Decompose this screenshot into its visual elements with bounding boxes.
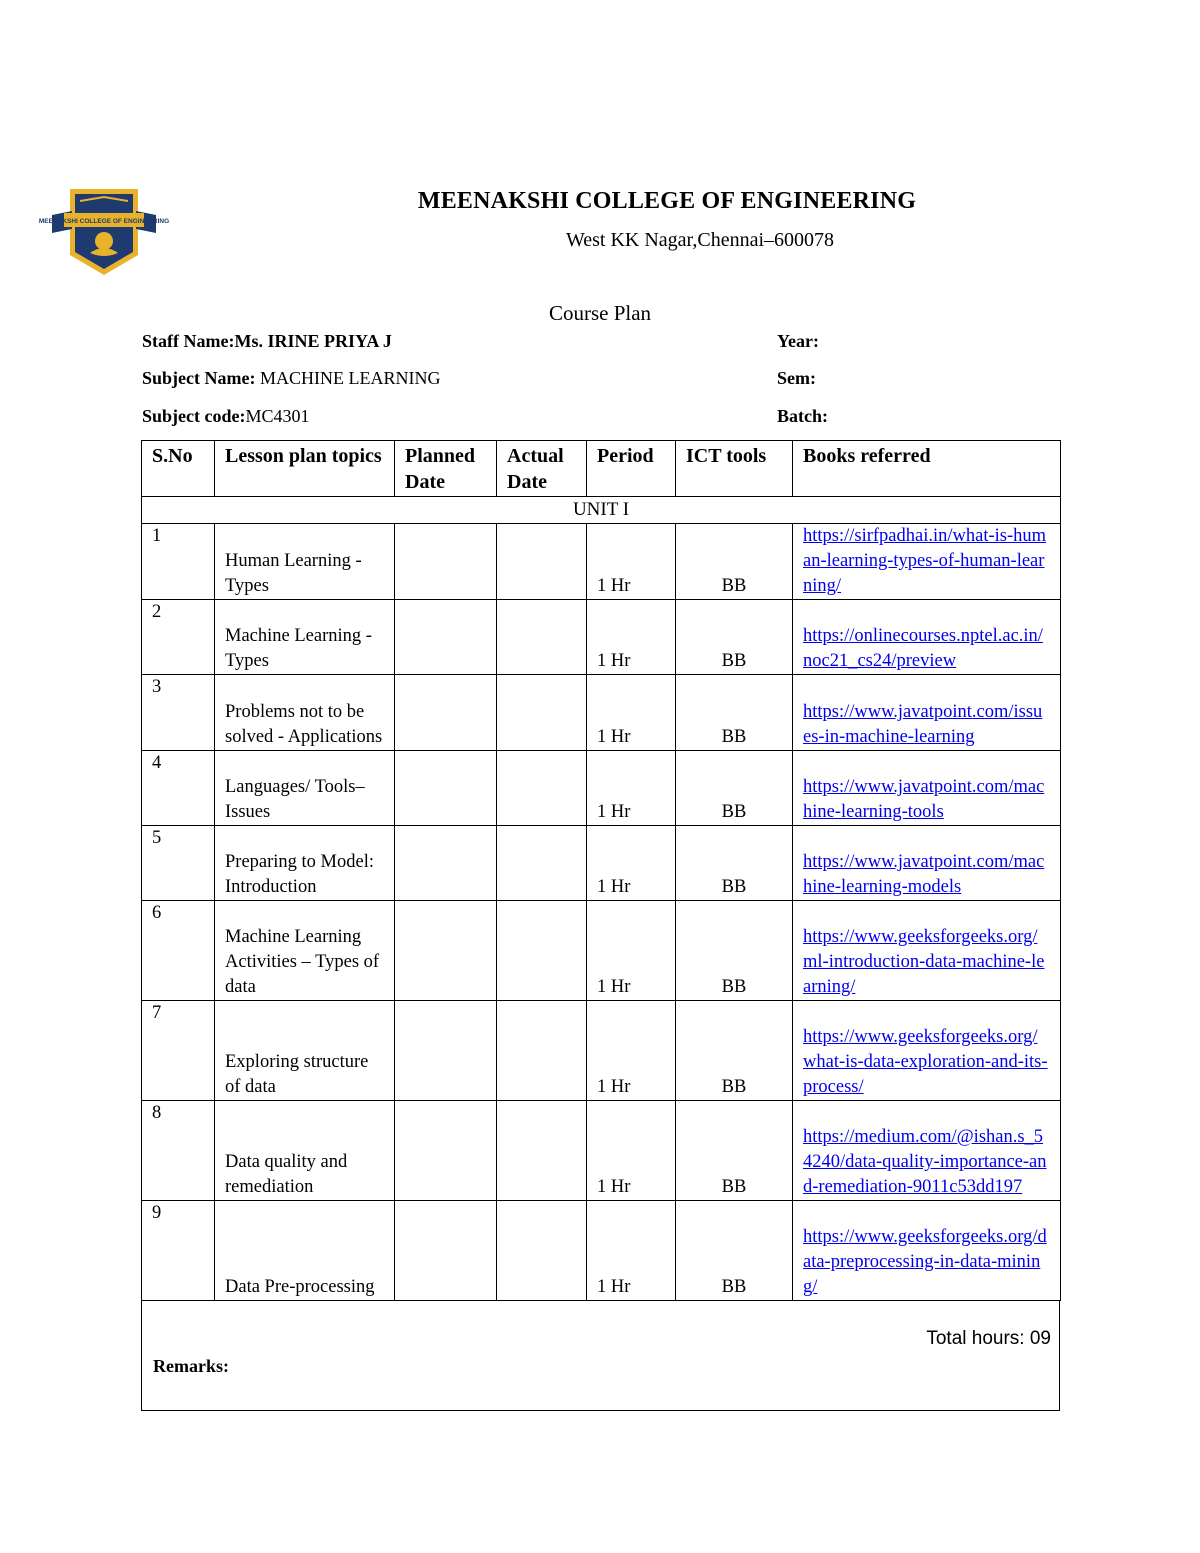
row-period: 1 Hr xyxy=(587,524,676,600)
row-planned-date xyxy=(395,600,497,675)
total-hours: Total hours: 09 xyxy=(926,1328,1051,1349)
row-sno: 4 xyxy=(142,751,215,826)
header-period: Period xyxy=(587,441,676,497)
row-period: 1 Hr xyxy=(587,901,676,1001)
row-topic: Data Pre-processing xyxy=(215,1201,395,1301)
staff-name-label: Staff Name: xyxy=(142,331,235,351)
subject-code-value: MC4301 xyxy=(245,406,310,426)
table-row xyxy=(142,675,1061,751)
row-actual-date xyxy=(497,1201,587,1301)
row-period: 1 Hr xyxy=(587,1101,676,1201)
row-actual-date xyxy=(497,1101,587,1201)
row-planned-date xyxy=(395,901,497,1001)
row-ict-tool: BB xyxy=(676,901,793,1001)
unit-label: UNIT I xyxy=(142,497,1061,524)
reference-link[interactable]: https://www.geeksforgeeks.org/ml-introduction-data-machine-learning/ xyxy=(803,927,1045,997)
subject-code-label: Subject code: xyxy=(142,406,246,426)
table-row xyxy=(142,826,1061,901)
row-sno: 3 xyxy=(142,675,215,751)
row-sno: 7 xyxy=(142,1001,215,1101)
header-sno: S.No xyxy=(142,441,215,497)
staff-name-line xyxy=(142,331,392,352)
row-actual-date xyxy=(497,600,587,675)
row-actual-date xyxy=(497,826,587,901)
row-ict-tool: BB xyxy=(676,675,793,751)
batch-label: Batch: xyxy=(777,406,828,426)
row-planned-date xyxy=(395,751,497,826)
row-actual-date xyxy=(497,1001,587,1101)
row-period: 1 Hr xyxy=(587,600,676,675)
table-row xyxy=(142,1001,1061,1101)
row-sno: 2 xyxy=(142,600,215,675)
reference-link[interactable]: https://www.geeksforgeeks.org/what-is-data-exploration-and-its-process/ xyxy=(803,1027,1048,1097)
staff-name-value: Ms. IRINE PRIYA J xyxy=(234,331,392,351)
row-period: 1 Hr xyxy=(587,675,676,751)
row-ict-tool: BB xyxy=(676,1001,793,1101)
row-planned-date xyxy=(395,1001,497,1101)
row-period: 1 Hr xyxy=(587,1001,676,1101)
row-period: 1 Hr xyxy=(587,751,676,826)
row-sno: 5 xyxy=(142,826,215,901)
row-topic: Exploring structure of data xyxy=(215,1001,395,1101)
reference-link[interactable]: https://sirfpadhai.in/what-is-human-learning-types-of-human-learning/ xyxy=(803,526,1047,596)
course-plan-table xyxy=(141,440,1061,1301)
subject-name-value: MACHINE LEARNING xyxy=(259,368,441,388)
row-actual-date xyxy=(497,675,587,751)
year-label: Year: xyxy=(777,331,819,351)
header-books: Books referred xyxy=(793,441,1061,497)
document-title: Course Plan xyxy=(548,301,652,325)
row-period: 1 Hr xyxy=(587,826,676,901)
row-actual-date xyxy=(497,524,587,600)
row-topic: Preparing to Model: Introduction xyxy=(215,826,395,901)
row-ict-tool: BB xyxy=(676,826,793,901)
row-planned-date xyxy=(395,675,497,751)
row-period: 1 Hr xyxy=(587,1201,676,1301)
table-row xyxy=(142,901,1061,1001)
row-book-link xyxy=(793,1101,1061,1201)
row-topic: Data quality and remediation xyxy=(215,1101,395,1201)
row-actual-date xyxy=(497,901,587,1001)
reference-link[interactable]: https://www.javatpoint.com/machine-learning-tools xyxy=(803,777,1045,822)
row-book-link xyxy=(793,751,1061,826)
subject-name-label: Subject Name: xyxy=(142,368,256,388)
row-topic: Machine Learning Activities – Types of data xyxy=(215,901,395,1001)
reference-link[interactable]: https://www.geeksforgeeks.org/data-preprocessing-in-data-mining/ xyxy=(803,1227,1047,1297)
remarks-box xyxy=(141,1300,1060,1411)
row-ict-tool: BB xyxy=(676,1101,793,1201)
row-sno: 1 xyxy=(142,524,215,600)
row-actual-date xyxy=(497,751,587,826)
college-address: West KK Nagar,Chennai–600078 xyxy=(565,229,835,251)
row-book-link xyxy=(793,600,1061,675)
row-ict-tool: BB xyxy=(676,751,793,826)
reference-link[interactable]: https://onlinecourses.nptel.ac.in/noc21_cs24/preview xyxy=(803,626,1043,671)
row-ict-tool: BB xyxy=(676,1201,793,1301)
table-row xyxy=(142,751,1061,826)
row-planned-date xyxy=(395,1201,497,1301)
table-row xyxy=(142,1201,1061,1301)
remarks-label: Remarks: xyxy=(153,1356,229,1376)
reference-link[interactable]: https://medium.com/@ishan.s_54240/data-quality-importance-and-remediation-9011c53dd197 xyxy=(803,1127,1047,1197)
row-topic: Languages/ Tools– Issues xyxy=(215,751,395,826)
row-topic: Human Learning - Types xyxy=(215,524,395,600)
row-book-link xyxy=(793,1201,1061,1301)
row-book-link xyxy=(793,826,1061,901)
row-planned-date xyxy=(395,826,497,901)
row-sno: 9 xyxy=(142,1201,215,1301)
row-topic: Problems not to be solved - Applications xyxy=(215,675,395,751)
table-row xyxy=(142,524,1061,600)
row-book-link xyxy=(793,675,1061,751)
sem-label: Sem: xyxy=(777,368,816,388)
row-ict-tool: BB xyxy=(676,524,793,600)
header-topics: Lesson plan topics xyxy=(215,441,395,497)
subject-code-line xyxy=(142,406,310,427)
reference-link[interactable]: https://www.javatpoint.com/issues-in-machine-learning xyxy=(803,702,1043,747)
reference-link[interactable]: https://www.javatpoint.com/machine-learning-models xyxy=(803,852,1045,897)
logo-banner-text: MEENAKSHI COLLEGE OF ENGINEERING xyxy=(38,218,170,225)
row-planned-date xyxy=(395,1101,497,1201)
table-header-row xyxy=(142,441,1061,497)
header-planned-date: Planned Date xyxy=(395,441,497,497)
row-sno: 8 xyxy=(142,1101,215,1201)
header-actual-date: Actual Date xyxy=(497,441,587,497)
subject-name-line xyxy=(142,368,440,389)
table-row xyxy=(142,1101,1061,1201)
row-book-link xyxy=(793,1001,1061,1101)
row-book-link xyxy=(793,901,1061,1001)
college-name: MEENAKSHI COLLEGE OF ENGINEERING xyxy=(417,188,917,214)
table-row xyxy=(142,600,1061,675)
unit-row xyxy=(142,497,1061,524)
row-ict-tool: BB xyxy=(676,600,793,675)
header-ict-tools: ICT tools xyxy=(676,441,793,497)
row-book-link xyxy=(793,524,1061,600)
row-sno: 6 xyxy=(142,901,215,1001)
row-topic: Machine Learning - Types xyxy=(215,600,395,675)
row-planned-date xyxy=(395,524,497,600)
